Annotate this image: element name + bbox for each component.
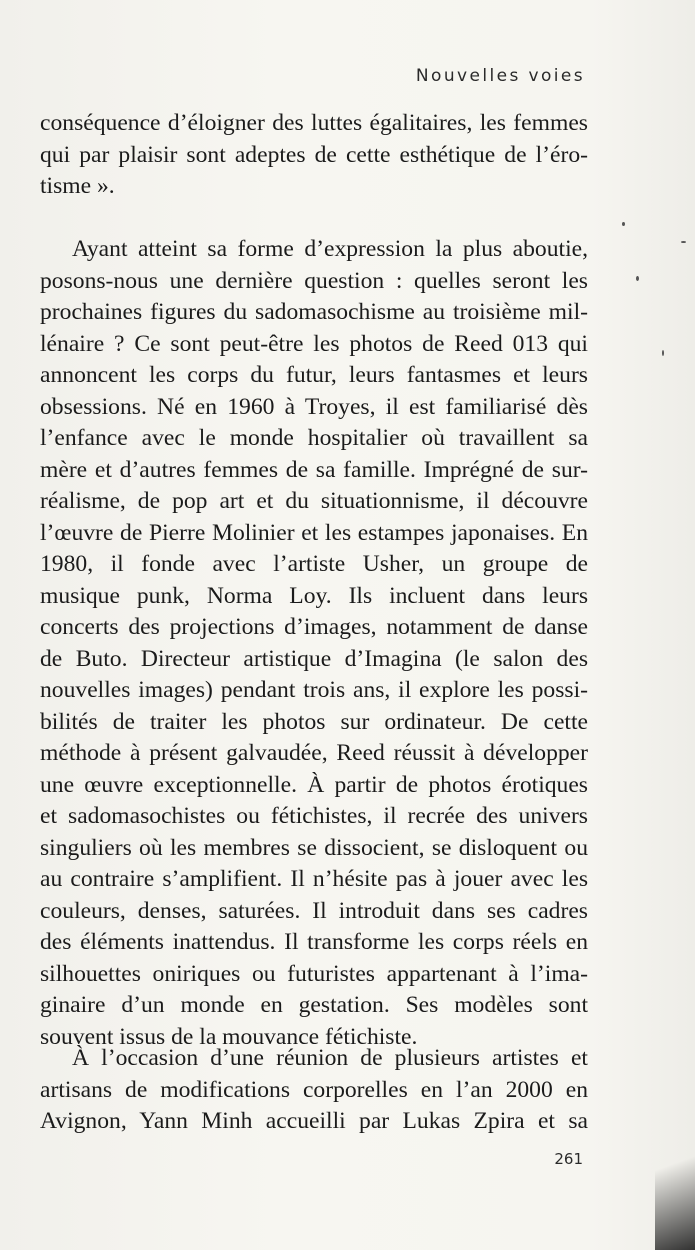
paragraph-3 [40, 1043, 588, 1138]
ink-speck [636, 276, 639, 281]
text-line: au contraire s’amplifient. Il n’hésite pas à jouer avec les [40, 866, 588, 892]
text-line: concerts des projections d’images, notamment de danse [40, 614, 588, 640]
text-line: silhouettes oniriques ou futuristes appartenant à l’ima- [40, 960, 588, 987]
text-line: mère et d’autres femmes de sa famille. Imprégné de sur- [40, 456, 588, 483]
text-line: artisans de modifications corporelles en l’an 2000 en [40, 1076, 588, 1103]
text-line: l’enfance avec le monde hospitalier où travaillent sa [40, 425, 588, 451]
text-line: posons-nous une dernière question : quelles seront les [40, 267, 588, 294]
text-line: de Buto. Directeur artistique d’Imagina (le salon des [40, 645, 588, 672]
running-head: Nouvelles voies [415, 66, 585, 86]
paragraph-1 [40, 108, 588, 203]
text-line: obsessions. Né en 1960 à Troyes, il est familiarisé dès [40, 393, 588, 420]
text-line: À l’occasion d’une réunion de plusieurs artistes et [72, 1045, 588, 1071]
text-line: musique punk, Norma Loy. Ils incluent dans leurs [40, 582, 588, 609]
text-line: réalisme, de pop art et du situationnisme, il découvre [40, 488, 588, 514]
paragraph-2 [40, 234, 588, 1053]
ink-speck [622, 222, 625, 226]
text-line: ginaire d’un monde en gestation. Ses modèles sont [40, 992, 588, 1018]
text-line: singuliers où les membres se dissocient, se disloquent ou [40, 834, 588, 861]
page-number: 261 [554, 1150, 583, 1168]
text-line: annoncent les corps du futur, leurs fantasmes et leurs [40, 362, 588, 388]
text-line: bilités de traiter les photos sur ordinateur. De cette [40, 708, 588, 735]
text-line: des éléments inattendus. Il transforme les corps réels en [40, 929, 588, 955]
text-line: 1980, il fonde avec l’artiste Usher, un groupe de [40, 551, 588, 577]
text-line: qui par plaisir sont adeptes de cette esthétique de l’éro- [40, 141, 588, 168]
text-line: Ayant atteint sa forme d’expression la plus aboutie, [72, 236, 588, 262]
page-corner-shadow [655, 1130, 695, 1250]
text-line: prochaines figures du sadomasochisme au troisième mil- [40, 299, 588, 325]
text-line: nouvelles images) pendant trois ans, il explore les possi- [40, 677, 588, 703]
text-line: et sadomasochistes ou fétichistes, il recrée des univers [40, 803, 588, 829]
text-line: méthode à présent galvaudée, Reed réussit à développer [40, 740, 588, 766]
text-line: l’œuvre de Pierre Molinier et les estampes japonaises. En [40, 519, 588, 546]
text-line: conséquence d’éloigner des luttes égalitaires, les femmes [40, 110, 588, 136]
text-line: souvent issus de la mouvance fétichiste. [40, 1023, 418, 1050]
text-line: tisme ». [40, 173, 115, 199]
text-line: couleurs, denses, saturées. Il introduit dans ses cadres [40, 897, 588, 924]
text-line: lénaire ? Ce sont peut-être les photos de Reed 013 qui [40, 330, 588, 357]
text-line: une œuvre exceptionnelle. À partir de photos érotiques [40, 771, 588, 798]
text-line: Avignon, Yann Minh accueilli par Lukas Zpira et sa [40, 1108, 588, 1134]
ink-speck [681, 241, 686, 243]
ink-speck [662, 350, 664, 356]
